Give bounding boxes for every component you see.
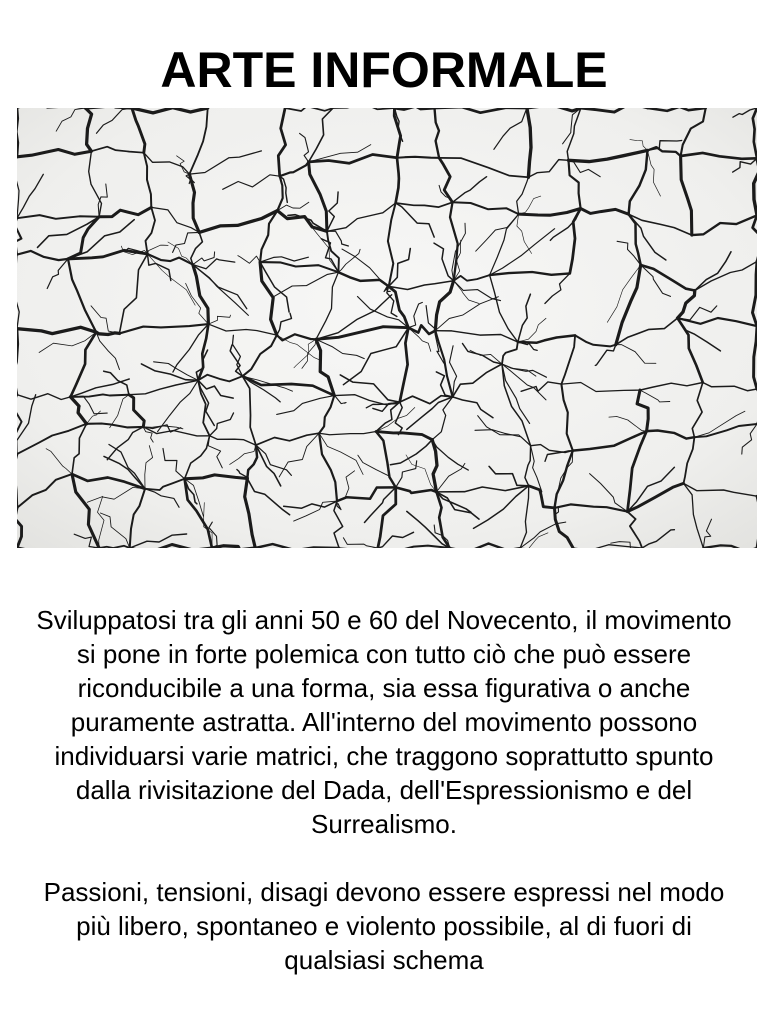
crack-line — [397, 157, 439, 158]
paragraph-passions: Passioni, tensioni, disagi devono essere espressi nel modo più libero, spontaneo e violento possibile, al di fuori di qualsiasi schema — [43, 877, 725, 975]
cracked-paint-image — [17, 108, 757, 548]
page-title: ARTE INFORMALE — [160, 42, 608, 98]
paragraph-intro: Sviluppatosi tra gli anni 50 e 60 del Novecento, il movimento si pone in forte polemica con tutto ciò che può essere riconducibile a una forma, sia essa figurativa o anche puramente astratta. All'interno del movimento possono individuarsi varie matrici, che traggono soprattutto spunto dalla rivisitazione del Dada, dell'Espressionismo e del Surrealismo. — [36, 605, 732, 839]
cracked-texture-icon — [17, 108, 757, 548]
body-text — [24, 603, 744, 977]
